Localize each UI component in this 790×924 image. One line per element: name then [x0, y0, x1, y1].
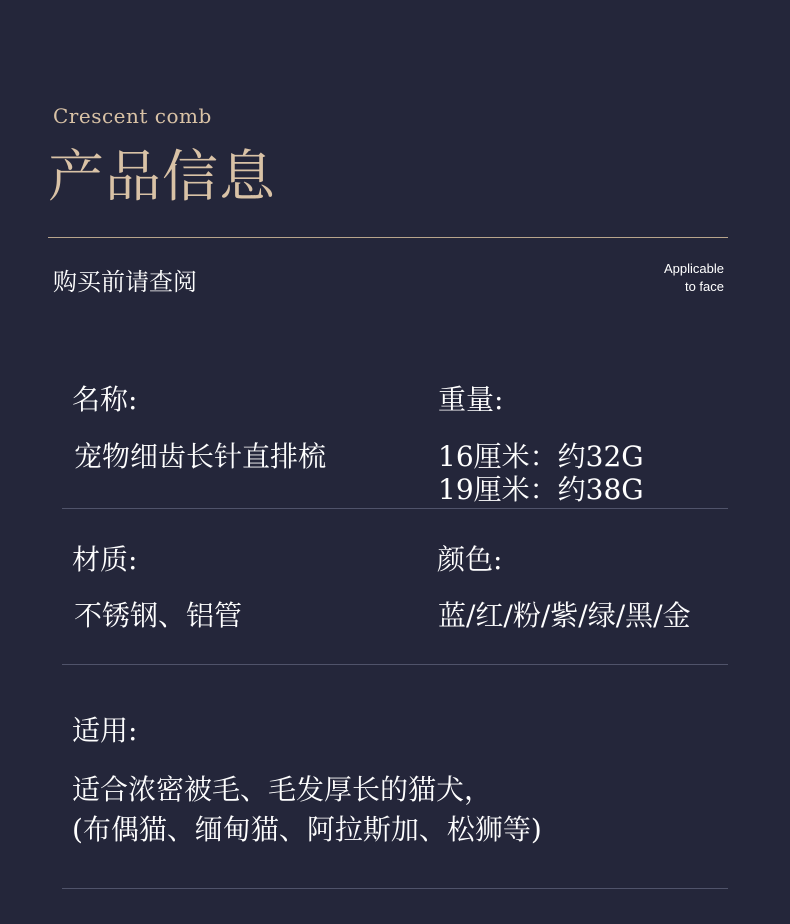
suitable-value	[72, 770, 542, 850]
material-value: 不锈钢、铝管	[74, 599, 243, 632]
title-divider	[48, 237, 728, 238]
weight-line-19cm: 19厘米：约38G	[438, 473, 644, 506]
applicable-note	[664, 260, 724, 296]
name-label: 名称:	[72, 383, 138, 416]
weight-label: 重量:	[438, 383, 504, 416]
applicable-line-1: Applicable	[664, 261, 724, 276]
page-title: 产品信息	[48, 145, 276, 210]
read-before-purchase-text: 购买前请查阅	[53, 268, 197, 296]
english-subtitle: Crescent comb	[53, 104, 212, 128]
material-label: 材质:	[72, 543, 138, 576]
row-divider	[62, 508, 728, 509]
suitable-label: 适用:	[72, 714, 138, 747]
row-divider	[62, 664, 728, 665]
weight-value	[438, 440, 644, 506]
suitable-line-1: 适合浓密被毛、毛发厚长的猫犬，	[72, 773, 493, 806]
suitable-line-2: (布偶猫、缅甸猫、阿拉斯加、松狮等)	[72, 813, 542, 846]
color-value: 蓝/红/粉/紫/绿/黑/金	[438, 599, 691, 632]
color-label: 颜色:	[437, 543, 503, 576]
weight-line-16cm: 16厘米：约32G	[438, 440, 644, 473]
row-divider	[62, 888, 728, 889]
name-value: 宠物细齿长针直排梳	[74, 440, 327, 473]
applicable-line-2: to face	[684, 279, 724, 294]
